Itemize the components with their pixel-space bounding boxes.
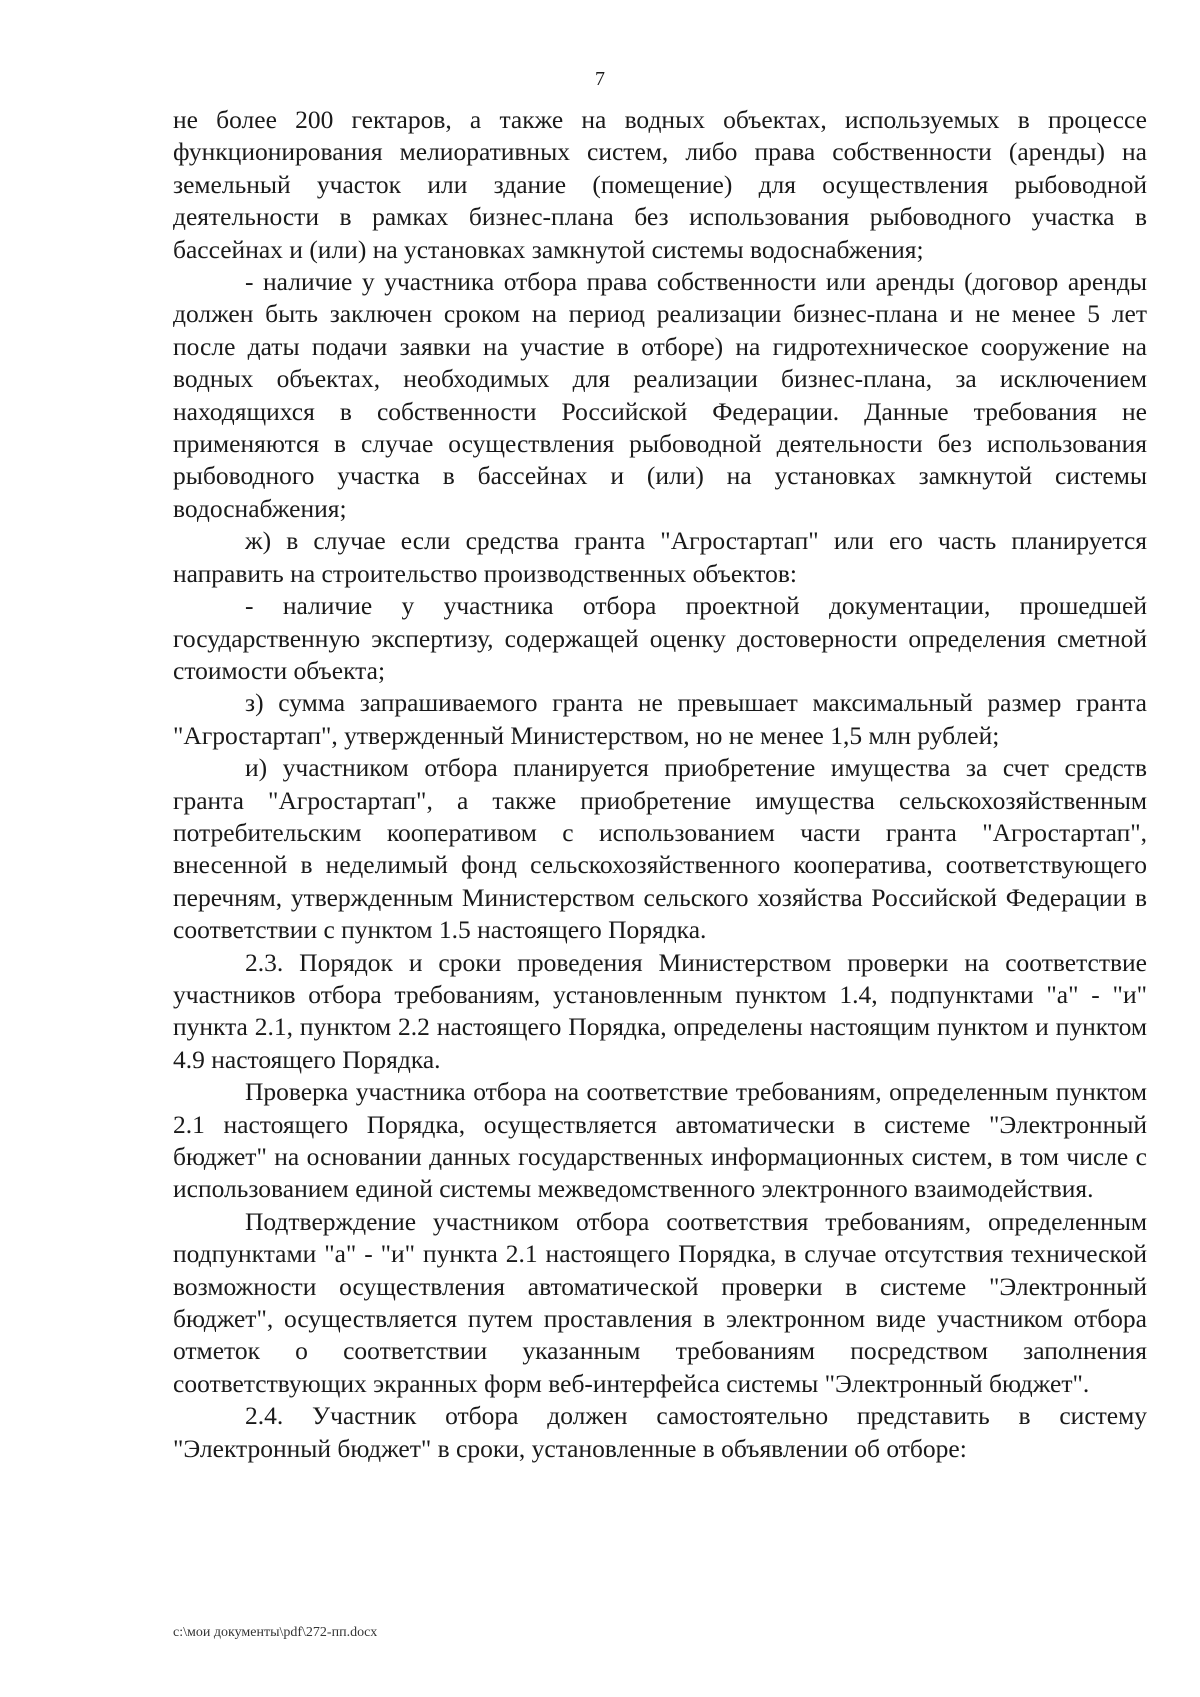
- footer-file-path: c:\мои документы\pdf\272-пп.docx: [173, 1625, 378, 1640]
- paragraph-subpoint-z: з) сумма запрашиваемого гранта не превышает максимальный размер гранта "Агростартап", утвержденный Министерством, но не менее 1,5 млн рублей;: [173, 688, 1147, 750]
- paragraph-section-2-4: 2.4. Участник отбора должен самостоятельно представить в систему "Электронный бюджет" в сроки, установленные в объявлении об отборе:: [173, 1401, 1147, 1463]
- page-number: 7: [595, 68, 605, 90]
- paragraph-automatic-check: Проверка участника отбора на соответствие требованиям, определенным пунктом 2.1 настоящего Порядка, осуществляется автоматически в системе "Электронный бюджет" на основании данных государственных информационных систем, в том числе с использованием единой системы межведомственного электронного взаимодействия.: [173, 1077, 1147, 1204]
- paragraph-subpoint-zh: ж) в случае если средства гранта "Агростартап" или его часть планируется направить на строительство производственных объектов:: [173, 526, 1147, 588]
- document-body: [173, 104, 1147, 1465]
- paragraph-section-2-3: 2.3. Порядок и сроки проведения Министерством проверки на соответствие участников отбора требованиям, установленным пунктом 1.4, подпунктами "а" - "и" пункта 2.1, пунктом 2.2 настоящего Порядка, определены настоящим пунктом и пунктом 4.9 настоящего Порядка.: [173, 947, 1147, 1074]
- paragraph-subpoint-i: и) участником отбора планируется приобретение имущества за счет средств гранта "Агростартап", а также приобретение имущества сельскохозяйственным потребительским кооперативом с использованием части гранта "Агростартап", внесенной в неделимый фонд сельскохозяйственного кооператива, соответствующего перечням, утвержденным Министерством сельского хозяйства Российской Федерации в соответствии с пунктом 1.5 настоящего Порядка.: [173, 753, 1147, 945]
- paragraph-continuation: не более 200 гектаров, а также на водных объектах, используемых в процессе функционирования мелиоративных систем, либо права собственности (аренды) на земельный участок или здание (помещение) для осуществления рыбоводной деятельности в рамках бизнес-плана без использования рыбоводного участка в бассейнах и (или) на установках замкнутой системы водоснабжения;: [173, 105, 1147, 264]
- paragraph-hydro-ownership: - наличие у участника отбора права собственности или аренды (договор аренды должен быть заключен сроком на период реализации бизнес-плана и не менее 5 лет после даты подачи заявки на участие в отборе) на гидротехническое сооружение на водных объектах, необходимых для реализации бизнес-плана, за исключением находящихся в собственности Российской Федерации. Данные требования не применяются в случае осуществления рыбоводной деятельности без использования рыбоводного участка в бассейнах и (или) на установках замкнутой системы водоснабжения;: [173, 267, 1147, 523]
- paragraph-project-docs: - наличие у участника отбора проектной документации, прошедшей государственную экспертизу, содержащей оценку достоверности определения сметной стоимости объекта;: [173, 591, 1147, 685]
- paragraph-confirmation: Подтверждение участником отбора соответствия требованиям, определенным подпунктами "а" - "и" пункта 2.1 настоящего Порядка, в случае отсутствия технической возможности осуществления автоматической проверки в системе "Электронный бюджет", осуществляется путем проставления в электронном виде участником отбора отметок о соответствии указанным требованиям посредством заполнения соответствующих экранных форм веб-интерфейса системы "Электронный бюджет".: [173, 1206, 1147, 1398]
